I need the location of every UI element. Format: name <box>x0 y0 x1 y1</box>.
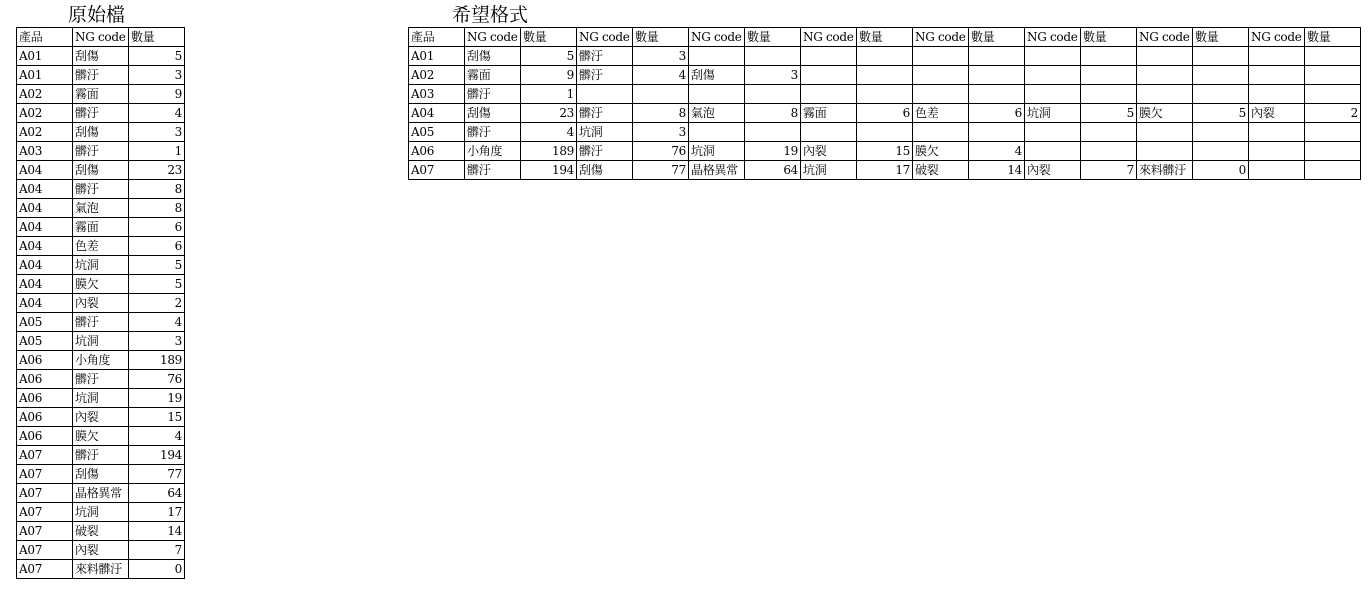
quantity-cell[interactable]: 3 <box>129 66 185 85</box>
table-row <box>17 237 185 256</box>
ng-code-cell[interactable] <box>1137 66 1193 85</box>
ng-code-cell[interactable]: 內裂 <box>1025 161 1081 180</box>
product-cell[interactable]: A01 <box>17 66 73 85</box>
column-header[interactable]: 數量 <box>969 28 1025 47</box>
ng-code-cell[interactable] <box>801 85 857 104</box>
quantity-cell[interactable]: 194 <box>129 446 185 465</box>
product-cell[interactable]: A07 <box>409 161 465 180</box>
ng-code-cell[interactable]: 刮傷 <box>577 161 633 180</box>
ng-code-cell[interactable]: 內裂 <box>1249 104 1305 123</box>
product-cell[interactable]: A02 <box>17 104 73 123</box>
quantity-cell[interactable] <box>1193 47 1249 66</box>
ng-code-cell[interactable]: 刮傷 <box>465 104 521 123</box>
quantity-cell[interactable]: 76 <box>633 142 689 161</box>
ng-code-cell[interactable]: 坑洞 <box>73 503 129 522</box>
product-cell[interactable]: A07 <box>17 465 73 484</box>
table-row <box>17 560 185 579</box>
ng-code-cell[interactable] <box>1137 123 1193 142</box>
header-row <box>17 28 185 47</box>
table-row <box>17 104 185 123</box>
product-cell[interactable]: A06 <box>409 142 465 161</box>
quantity-cell[interactable]: 7 <box>129 541 185 560</box>
ng-code-cell[interactable] <box>1025 123 1081 142</box>
quantity-cell[interactable] <box>1193 123 1249 142</box>
quantity-cell[interactable] <box>745 47 801 66</box>
ng-code-cell[interactable]: 來料髒汙 <box>73 560 129 579</box>
product-cell[interactable]: A05 <box>409 123 465 142</box>
ng-code-cell[interactable]: 髒汙 <box>73 313 129 332</box>
quantity-cell[interactable]: 6 <box>857 104 913 123</box>
table-row <box>17 484 185 503</box>
ng-code-cell[interactable]: 膜欠 <box>1137 104 1193 123</box>
ng-code-cell[interactable]: 霧面 <box>801 104 857 123</box>
ng-code-cell[interactable]: 坑洞 <box>577 123 633 142</box>
quantity-cell[interactable]: 9 <box>129 85 185 104</box>
table-row <box>17 275 185 294</box>
product-cell[interactable]: A02 <box>17 123 73 142</box>
ng-code-cell[interactable] <box>1249 66 1305 85</box>
ng-code-cell[interactable] <box>913 66 969 85</box>
quantity-cell[interactable] <box>857 47 913 66</box>
ng-code-cell[interactable]: 晶格異常 <box>73 484 129 503</box>
product-cell[interactable]: A07 <box>17 522 73 541</box>
product-cell[interactable]: A07 <box>17 446 73 465</box>
product-cell[interactable]: A04 <box>17 237 73 256</box>
ng-code-cell[interactable]: 坑洞 <box>73 256 129 275</box>
table-row <box>17 370 185 389</box>
ng-code-cell[interactable]: 髒汙 <box>465 161 521 180</box>
quantity-cell[interactable]: 4 <box>129 313 185 332</box>
quantity-cell[interactable]: 3 <box>633 47 689 66</box>
header-row <box>409 28 1361 47</box>
quantity-cell[interactable]: 14 <box>969 161 1025 180</box>
product-cell[interactable]: A03 <box>17 142 73 161</box>
column-header[interactable]: NG code <box>689 28 745 47</box>
column-header[interactable]: NG code <box>913 28 969 47</box>
table-row <box>17 408 185 427</box>
ng-code-cell[interactable]: 髒汙 <box>73 446 129 465</box>
product-cell[interactable]: A06 <box>17 408 73 427</box>
quantity-cell[interactable] <box>857 123 913 142</box>
quantity-cell[interactable] <box>1081 47 1137 66</box>
quantity-cell[interactable]: 19 <box>129 389 185 408</box>
table-row <box>17 389 185 408</box>
product-cell[interactable]: A06 <box>17 389 73 408</box>
product-cell[interactable]: A01 <box>17 47 73 66</box>
ng-code-cell[interactable]: 髒汙 <box>73 180 129 199</box>
quantity-cell[interactable] <box>1305 66 1361 85</box>
quantity-cell[interactable]: 6 <box>969 104 1025 123</box>
column-header[interactable]: NG code <box>1249 28 1305 47</box>
product-cell[interactable]: A07 <box>17 484 73 503</box>
ng-code-cell[interactable] <box>801 123 857 142</box>
quantity-cell[interactable] <box>1193 66 1249 85</box>
product-cell[interactable]: A02 <box>17 85 73 104</box>
quantity-cell[interactable]: 194 <box>521 161 577 180</box>
ng-code-cell[interactable]: 膜欠 <box>913 142 969 161</box>
ng-code-cell[interactable]: 髒汙 <box>577 104 633 123</box>
ng-code-cell[interactable]: 霧面 <box>465 66 521 85</box>
product-cell[interactable]: A02 <box>409 66 465 85</box>
ng-code-cell[interactable]: 氣泡 <box>689 104 745 123</box>
quantity-cell[interactable]: 77 <box>633 161 689 180</box>
ng-code-cell[interactable] <box>913 85 969 104</box>
quantity-cell[interactable]: 1 <box>521 85 577 104</box>
quantity-cell[interactable] <box>857 85 913 104</box>
original-file-title: 原始檔 <box>68 4 126 26</box>
quantity-cell[interactable]: 5 <box>129 47 185 66</box>
ng-code-cell[interactable]: 髒汙 <box>73 370 129 389</box>
quantity-cell[interactable]: 3 <box>633 123 689 142</box>
table-row <box>409 123 1361 142</box>
quantity-cell[interactable]: 8 <box>129 180 185 199</box>
table-row <box>409 47 1361 66</box>
ng-code-cell[interactable]: 霧面 <box>73 218 129 237</box>
product-cell[interactable]: A04 <box>17 294 73 313</box>
ng-code-cell[interactable] <box>1249 47 1305 66</box>
quantity-cell[interactable]: 8 <box>745 104 801 123</box>
quantity-cell[interactable]: 5 <box>1193 104 1249 123</box>
quantity-cell[interactable]: 0 <box>1193 161 1249 180</box>
ng-code-cell[interactable]: 坑洞 <box>73 332 129 351</box>
table-row <box>17 218 185 237</box>
ng-code-cell[interactable]: 晶格異常 <box>689 161 745 180</box>
ng-code-cell[interactable]: 髒汙 <box>73 104 129 123</box>
quantity-cell[interactable]: 3 <box>129 332 185 351</box>
quantity-cell[interactable]: 4 <box>521 123 577 142</box>
product-cell[interactable]: A06 <box>17 370 73 389</box>
table-row <box>17 123 185 142</box>
quantity-cell[interactable] <box>1305 123 1361 142</box>
ng-code-cell[interactable]: 髒汙 <box>577 66 633 85</box>
quantity-cell[interactable]: 17 <box>857 161 913 180</box>
quantity-cell[interactable]: 77 <box>129 465 185 484</box>
quantity-cell[interactable]: 7 <box>1081 161 1137 180</box>
ng-code-cell[interactable]: 色差 <box>913 104 969 123</box>
quantity-cell[interactable]: 5 <box>129 275 185 294</box>
quantity-cell[interactable] <box>1305 161 1361 180</box>
ng-code-cell[interactable] <box>1025 142 1081 161</box>
quantity-cell[interactable]: 2 <box>1305 104 1361 123</box>
quantity-cell[interactable]: 19 <box>745 142 801 161</box>
column-header[interactable]: 數量 <box>521 28 577 47</box>
quantity-cell[interactable]: 76 <box>129 370 185 389</box>
column-header[interactable]: 數量 <box>633 28 689 47</box>
ng-code-cell[interactable] <box>577 85 633 104</box>
product-cell[interactable]: A04 <box>17 161 73 180</box>
ng-code-cell[interactable]: 破裂 <box>73 522 129 541</box>
table-row <box>17 66 185 85</box>
column-header[interactable]: 產品 <box>409 28 465 47</box>
ng-code-cell[interactable] <box>1249 123 1305 142</box>
quantity-cell[interactable]: 3 <box>745 66 801 85</box>
quantity-cell[interactable] <box>1305 47 1361 66</box>
ng-code-cell[interactable]: 破裂 <box>913 161 969 180</box>
ng-code-cell[interactable] <box>1025 85 1081 104</box>
product-cell[interactable]: A06 <box>17 351 73 370</box>
quantity-cell[interactable]: 23 <box>129 161 185 180</box>
product-cell[interactable]: A05 <box>17 332 73 351</box>
ng-code-cell[interactable]: 內裂 <box>801 142 857 161</box>
quantity-cell[interactable]: 5 <box>1081 104 1137 123</box>
ng-code-cell[interactable]: 小角度 <box>465 142 521 161</box>
product-cell[interactable]: A04 <box>17 180 73 199</box>
table-row <box>17 256 185 275</box>
ng-code-cell[interactable]: 髒汙 <box>465 85 521 104</box>
table-row <box>17 85 185 104</box>
table-row <box>17 541 185 560</box>
table-row <box>409 161 1361 180</box>
ng-code-cell[interactable]: 髒汙 <box>73 66 129 85</box>
column-header[interactable]: 數量 <box>1081 28 1137 47</box>
ng-code-cell[interactable] <box>913 123 969 142</box>
ng-code-cell[interactable]: 刮傷 <box>73 161 129 180</box>
ng-code-cell[interactable]: 髒汙 <box>73 142 129 161</box>
ng-code-cell[interactable]: 髒汙 <box>577 142 633 161</box>
product-cell[interactable]: A04 <box>409 104 465 123</box>
table-row <box>409 85 1361 104</box>
column-header[interactable]: NG code <box>1025 28 1081 47</box>
quantity-cell[interactable] <box>745 85 801 104</box>
ng-code-cell[interactable]: 刮傷 <box>73 465 129 484</box>
table-row <box>17 446 185 465</box>
ng-code-cell[interactable] <box>689 123 745 142</box>
ng-code-cell[interactable]: 刮傷 <box>73 123 129 142</box>
desired-format-table <box>408 27 1361 180</box>
column-header[interactable]: NG code <box>73 28 129 47</box>
ng-code-cell[interactable]: 坑洞 <box>73 389 129 408</box>
quantity-cell[interactable]: 1 <box>129 142 185 161</box>
product-cell[interactable]: A04 <box>17 199 73 218</box>
quantity-cell[interactable] <box>1305 85 1361 104</box>
ng-code-cell[interactable]: 坑洞 <box>689 142 745 161</box>
product-cell[interactable]: A07 <box>17 560 73 579</box>
column-header[interactable]: 數量 <box>745 28 801 47</box>
ng-code-cell[interactable]: 色差 <box>73 237 129 256</box>
ng-code-cell[interactable]: 坑洞 <box>801 161 857 180</box>
ng-code-cell[interactable]: 刮傷 <box>465 47 521 66</box>
ng-code-cell[interactable] <box>1249 142 1305 161</box>
ng-code-cell[interactable] <box>1137 85 1193 104</box>
desired-format-title: 希望格式 <box>452 4 529 26</box>
ng-code-cell[interactable] <box>1249 161 1305 180</box>
ng-code-cell[interactable]: 小角度 <box>73 351 129 370</box>
column-header[interactable]: 數量 <box>1305 28 1361 47</box>
quantity-cell[interactable] <box>969 123 1025 142</box>
table-row <box>17 313 185 332</box>
quantity-cell[interactable]: 17 <box>129 503 185 522</box>
ng-code-cell[interactable] <box>1137 142 1193 161</box>
ng-code-cell[interactable]: 內裂 <box>73 541 129 560</box>
ng-code-cell[interactable]: 刮傷 <box>73 47 129 66</box>
quantity-cell[interactable]: 5 <box>129 256 185 275</box>
product-cell[interactable]: A04 <box>17 256 73 275</box>
ng-code-cell[interactable]: 內裂 <box>73 408 129 427</box>
column-header[interactable]: 產品 <box>17 28 73 47</box>
table-row <box>409 142 1361 161</box>
ng-code-cell[interactable]: 坑洞 <box>1025 104 1081 123</box>
table-row <box>17 332 185 351</box>
quantity-cell[interactable] <box>1081 142 1137 161</box>
product-cell[interactable]: A05 <box>17 313 73 332</box>
column-header[interactable]: 數量 <box>1193 28 1249 47</box>
ng-code-cell[interactable] <box>801 66 857 85</box>
quantity-cell[interactable]: 4 <box>969 142 1025 161</box>
quantity-cell[interactable]: 4 <box>129 104 185 123</box>
product-cell[interactable]: A06 <box>17 427 73 446</box>
quantity-cell[interactable]: 0 <box>129 560 185 579</box>
quantity-cell[interactable] <box>1193 142 1249 161</box>
ng-code-cell[interactable]: 氣泡 <box>73 199 129 218</box>
quantity-cell[interactable]: 9 <box>521 66 577 85</box>
quantity-cell[interactable]: 189 <box>521 142 577 161</box>
quantity-cell[interactable] <box>1081 66 1137 85</box>
quantity-cell[interactable] <box>969 47 1025 66</box>
quantity-cell[interactable]: 3 <box>129 123 185 142</box>
table-row <box>17 427 185 446</box>
ng-code-cell[interactable]: 髒汙 <box>577 47 633 66</box>
table-row <box>409 104 1361 123</box>
quantity-cell[interactable]: 2 <box>129 294 185 313</box>
ng-code-cell[interactable]: 髒汙 <box>465 123 521 142</box>
table-row <box>17 180 185 199</box>
product-cell[interactable]: A07 <box>17 503 73 522</box>
quantity-cell[interactable]: 8 <box>129 199 185 218</box>
column-header[interactable]: NG code <box>465 28 521 47</box>
product-cell[interactable]: A04 <box>17 218 73 237</box>
quantity-cell[interactable]: 6 <box>129 237 185 256</box>
ng-code-cell[interactable] <box>913 47 969 66</box>
table-row <box>17 142 185 161</box>
table-row <box>17 47 185 66</box>
ng-code-cell[interactable]: 刮傷 <box>689 66 745 85</box>
ng-code-cell[interactable]: 膜欠 <box>73 275 129 294</box>
ng-code-cell[interactable] <box>689 47 745 66</box>
table-row <box>17 465 185 484</box>
ng-code-cell[interactable] <box>1025 47 1081 66</box>
quantity-cell[interactable] <box>1305 142 1361 161</box>
quantity-cell[interactable]: 4 <box>633 66 689 85</box>
table-row <box>17 294 185 313</box>
quantity-cell[interactable]: 8 <box>633 104 689 123</box>
quantity-cell[interactable] <box>1193 85 1249 104</box>
table-row <box>17 161 185 180</box>
quantity-cell[interactable]: 23 <box>521 104 577 123</box>
quantity-cell[interactable] <box>969 85 1025 104</box>
ng-code-cell[interactable]: 霧面 <box>73 85 129 104</box>
quantity-cell[interactable]: 5 <box>521 47 577 66</box>
quantity-cell[interactable]: 4 <box>129 427 185 446</box>
table-row <box>17 522 185 541</box>
column-header[interactable]: NG code <box>577 28 633 47</box>
quantity-cell[interactable] <box>745 123 801 142</box>
ng-code-cell[interactable]: 膜欠 <box>73 427 129 446</box>
product-cell[interactable]: A07 <box>17 541 73 560</box>
ng-code-cell[interactable] <box>689 85 745 104</box>
ng-code-cell[interactable] <box>801 47 857 66</box>
original-data-table <box>16 27 185 579</box>
column-header[interactable]: NG code <box>801 28 857 47</box>
column-header[interactable]: 數量 <box>857 28 913 47</box>
ng-code-cell[interactable]: 來料髒汙 <box>1137 161 1193 180</box>
ng-code-cell[interactable] <box>1137 47 1193 66</box>
column-header[interactable]: NG code <box>1137 28 1193 47</box>
ng-code-cell[interactable] <box>1249 85 1305 104</box>
quantity-cell[interactable] <box>633 85 689 104</box>
quantity-cell[interactable] <box>969 66 1025 85</box>
quantity-cell[interactable]: 64 <box>129 484 185 503</box>
table-row <box>17 503 185 522</box>
quantity-cell[interactable]: 14 <box>129 522 185 541</box>
column-header[interactable]: 數量 <box>129 28 185 47</box>
quantity-cell[interactable] <box>1081 123 1137 142</box>
product-cell[interactable]: A04 <box>17 275 73 294</box>
ng-code-cell[interactable]: 內裂 <box>73 294 129 313</box>
table-row <box>409 66 1361 85</box>
quantity-cell[interactable]: 15 <box>129 408 185 427</box>
product-cell[interactable]: A01 <box>409 47 465 66</box>
quantity-cell[interactable] <box>857 66 913 85</box>
table-row <box>17 199 185 218</box>
quantity-cell[interactable]: 189 <box>129 351 185 370</box>
ng-code-cell[interactable] <box>1025 66 1081 85</box>
table-row <box>17 351 185 370</box>
product-cell[interactable]: A03 <box>409 85 465 104</box>
quantity-cell[interactable]: 6 <box>129 218 185 237</box>
quantity-cell[interactable]: 15 <box>857 142 913 161</box>
quantity-cell[interactable]: 64 <box>745 161 801 180</box>
quantity-cell[interactable] <box>1081 85 1137 104</box>
